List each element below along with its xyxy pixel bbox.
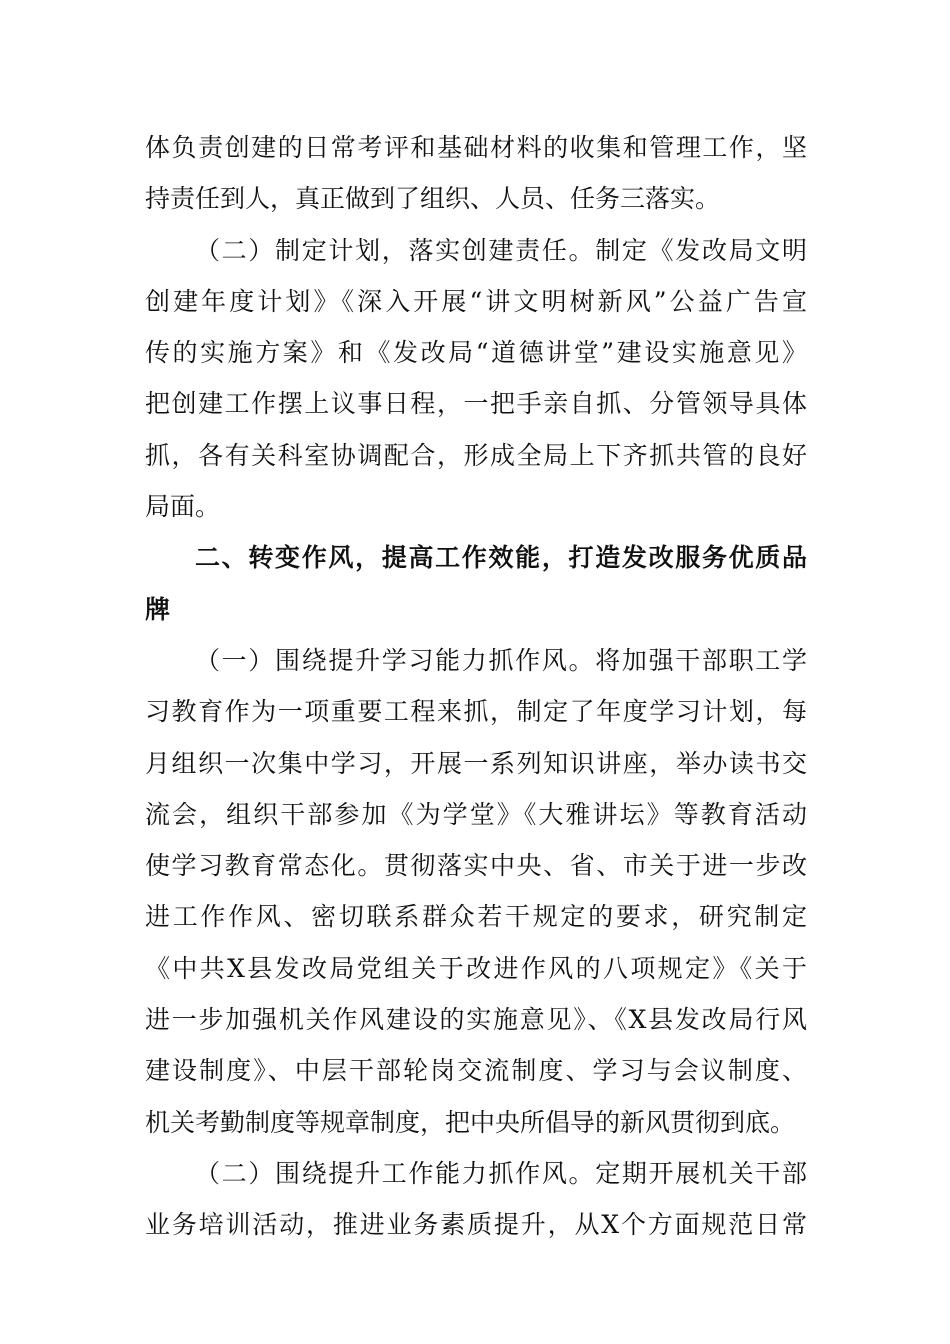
paragraph-line: 局面。 <box>145 492 221 522</box>
paragraph-line: 体负责创建的日常考评和基础材料的收集和管理工作，坚 <box>145 133 807 162</box>
subsection-heading-line: （二）制定计划，落实创建责任。制定《发改局文明 <box>195 235 807 265</box>
subsection-heading-line: （一）围绕提升学习能力抓作风。将加强干部职工学 <box>195 645 807 675</box>
paragraph-line: 流会，组织干部参加《为学堂》《大雅讲坛》等教育活动 <box>145 799 807 829</box>
paragraph-line: 抓，各有关科室协调配合，形成全局上下齐抓共管的良好 <box>145 440 807 470</box>
paragraph-line: 月组织一次集中学习，开展一系列知识讲座，举办读书交 <box>145 748 807 778</box>
subsection-heading-line: （二）围绕提升工作能力抓作风。定期开展机关干部 <box>195 1158 807 1188</box>
paragraph-line: 建设制度》、中层干部轮岗交流制度、学习与会议制度、 <box>145 1056 807 1086</box>
paragraph-line: 创建年度计划》《深入开展“讲文明树新风”公益广告宣 <box>145 286 807 316</box>
paragraph-line: 使学习教育常态化。贯彻落实中央、省、市关于进一步改 <box>145 851 807 881</box>
paragraph-line: 进一步加强机关作风建设的实施意见》、《X县发改局行风 <box>145 1005 807 1035</box>
paragraph-line: 机关考勤制度等规章制度，把中央所倡导的新风贯彻到底。 <box>145 1107 796 1137</box>
paragraph-line: 传的实施方案》和《发改局“道德讲堂”建设实施意见》 <box>145 338 807 368</box>
paragraph-line: 《中共X县发改局党组关于改进作风的八项规定》《关于 <box>145 953 807 983</box>
paragraph-line: 进工作作风、密切联系群众若干规定的要求，研究制定 <box>145 902 807 932</box>
section-heading-line: 二、转变作风，提高工作效能，打造发改服务优质品 <box>195 543 807 573</box>
paragraph-line: 把创建工作摆上议事日程，一把手亲自抓、分管领导具体 <box>145 389 807 419</box>
paragraph-line: 习教育作为一项重要工程来抓，制定了年度学习计划，每 <box>145 697 807 727</box>
document-body <box>145 122 807 1251</box>
paragraph-line: 持责任到人，真正做到了组织、人员、任务三落实。 <box>145 184 721 214</box>
paragraph-line: 业务培训活动，推进业务素质提升，从X个方面规范日常 <box>145 1210 807 1240</box>
section-heading-line: 牌 <box>145 594 171 624</box>
